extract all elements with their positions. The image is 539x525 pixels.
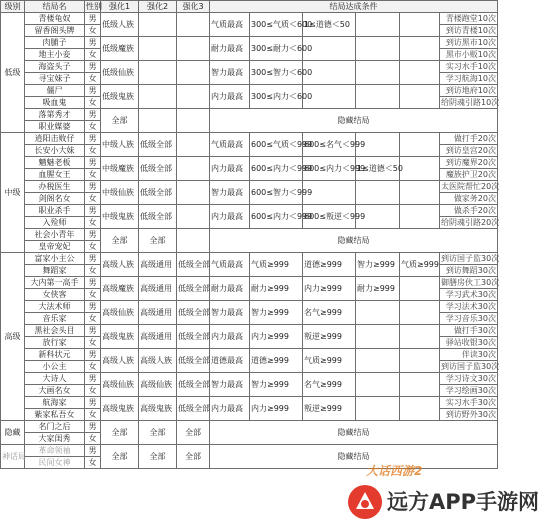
requirement: 青楼跑堂10次 [440,13,498,25]
hidden-ending-label: 隐藏结局 [210,421,498,445]
group-hidden: 隐藏 [1,421,25,445]
boost1: 高级仙族 [101,373,139,397]
group-high: 高级 [1,253,25,421]
boost2: 低级全部 [139,133,177,157]
gender: 男 [85,37,101,49]
table-cell [177,109,210,133]
cond-primary: 道德最高 [210,349,250,373]
ending-name: 血腥女王 [25,169,85,181]
table-row [1,13,498,25]
boost-all: 全部 [139,445,177,469]
gender: 男 [85,181,101,193]
table-cell [356,61,400,85]
cond-2: 600≤内力＜999 [250,157,303,181]
gender: 女 [85,73,101,85]
header-gender: 性别 [86,2,102,11]
header-row [1,1,498,13]
cond-2: 内力≥999 [250,397,303,421]
boost-all: 全部 [101,421,139,445]
cond-4: 1≤道德＜50 [356,157,400,181]
site-watermark-text: 远方APP手游网 [387,490,539,514]
cond-3: 名气≥999 [303,301,356,325]
cond-4 [356,325,400,349]
requirement: 给阴魂引路20次 [441,218,500,227]
cond-5 [400,325,440,349]
ending-name: 民间女神 [25,457,85,469]
table-cell [139,13,177,37]
ending-name: 大家闺秀 [25,433,85,445]
gender: 女 [85,361,101,373]
boost1: 低级鬼族 [101,85,139,109]
boost1: 低级仙族 [101,61,139,85]
cond-2: 600≤内力＜999 [250,205,303,229]
boost-all: 全部 [177,421,210,445]
table-cell [400,13,440,37]
header-conditions: 结局达成条件 [210,1,498,13]
boost2: 低级全部 [139,205,177,229]
gender: 女 [85,25,101,37]
requirement: 学习法术30次 [440,301,498,313]
requirement: 伴读30次 [440,349,498,361]
cond-2: 气质≥999 [250,253,303,277]
cond-primary: 内力最高 [210,205,250,229]
cond-2: 耐力≥999 [250,277,303,301]
cond-primary: 耐力最高 [210,37,250,61]
gender: 男 [85,301,101,313]
requirement: 到访魔界20次 [440,157,498,169]
boost3: 低级全部 [177,301,210,325]
ending-name: 大内第一高手 [25,277,85,289]
gender: 男 [85,157,101,169]
gender: 男 [85,373,101,385]
table-cell [400,85,440,109]
cond-2: 300≤内力＜600 [250,85,303,109]
cond-3: 600≤名气＜999 [303,133,356,157]
requirement: 给阴魂引路10次 [441,98,500,107]
cond-primary: 内力最高 [210,157,250,181]
header-boost1: 强化1 [101,1,139,13]
cond-2: 600≤智力＜999 [250,181,303,205]
table-row [1,157,498,169]
table-cell [400,157,440,181]
header-boost2: 强化2 [139,1,177,13]
table-row [1,397,498,409]
ending-name: 地主小妾 [25,49,85,61]
boost1: 中级魔族 [101,157,139,181]
ending-name: 小公主 [25,361,85,373]
cond-3: 600≤内力＜999 [303,157,356,181]
gender: 男 [85,205,101,217]
table-row [1,85,498,97]
ending-name: 音乐家 [25,313,85,325]
cond-3: 道德≥999 [303,253,356,277]
ending-name: 吸血鬼 [25,97,85,109]
table-cell [356,13,400,37]
boost1: 高级人族 [101,349,139,373]
table-cell [177,229,210,253]
table-cell [400,61,440,85]
requirement: 到访国子监30次 [441,254,500,263]
ending-name: 青楼龟奴 [25,13,85,25]
boost1: 高级鬼族 [101,325,139,349]
site-watermark [345,478,539,525]
ending-name: 放行家 [25,337,85,349]
gender: 男 [85,85,101,97]
requirement: 黑市小贩10次 [440,49,498,61]
boost-all: 全部 [101,445,139,469]
requirement: 到访皇宫20次 [440,145,498,157]
cond-3: 气质≥999 [303,349,356,373]
ending-name: 剑阁名女 [25,193,85,205]
table-cell [139,37,177,61]
boost1: 高级魔族 [101,277,139,301]
group-low: 低级 [1,13,25,133]
cond-primary: 气质最高 [210,133,250,157]
cond-4: 智力≥999 [356,253,400,277]
requirement: 到访国子监30次 [441,362,500,371]
boost1: 高级鬼族 [101,397,139,421]
cond-5 [400,397,440,421]
boost2: 高级通用 [139,325,177,349]
header-boost3: 强化3 [177,1,210,13]
ending-name: 社会小青年 [25,229,85,241]
cond-primary: 气质最高 [210,253,250,277]
requirement: 到访野外30次 [440,409,498,421]
requirement: 太医院帮忙20次 [441,182,500,191]
table-cell [400,133,440,157]
gender: 女 [85,433,101,445]
ending-name: 大诗人 [25,373,85,385]
requirement: 到访青楼10次 [440,25,498,37]
table-cell [356,85,400,109]
table-row [1,349,498,361]
table-row [1,421,498,433]
boost1: 高级仙族 [101,301,139,325]
table-row [1,109,498,121]
requirement: 实习水手10次 [440,61,498,73]
cond-2: 300≤耐力＜600 [250,37,303,61]
requirement: 做家务20次 [440,193,498,205]
table-cell [177,85,210,109]
ending-name: 魑魅老板 [25,157,85,169]
cond-4 [356,301,400,325]
table-row [1,277,498,289]
table-cell [177,61,210,85]
boost2: 高级人族 [139,349,177,373]
requirement: 学习武术30次 [440,289,498,301]
gender: 女 [85,169,101,181]
boost2: 高级仙族 [139,373,177,397]
ending-name: 舞蹈家 [25,265,85,277]
cond-primary: 内力最高 [210,85,250,109]
gender: 男 [85,253,101,265]
ending-name: 海盗头子 [25,61,85,73]
table-cell [177,181,210,205]
cond-2: 600≤气质＜999 [250,133,303,157]
cond-2: 智力≥999 [250,373,303,397]
table-row [1,61,498,73]
gender: 女 [85,145,101,157]
ending-name: 革命领袖 [25,445,85,457]
gender: 男 [85,133,101,145]
table-row [1,253,498,265]
boost1: 中级鬼族 [101,205,139,229]
cond-3: 1≤道德＜50 [303,13,356,37]
requirement: 学习航海10次 [440,73,498,85]
cond-3: 内力≥999 [303,277,356,301]
cond-4 [356,397,400,421]
requirement: 做杀手20次 [440,205,498,217]
ending-name: 留香阁头牌 [25,25,85,37]
boost3: 低级全部 [177,397,210,421]
table-cell [400,205,440,229]
gender: 女 [85,193,101,205]
boost3: 低级全部 [177,349,210,373]
gender: 女 [85,385,101,397]
requirement: 学习音乐30次 [440,313,498,325]
cond-5 [400,277,440,301]
cond-primary: 智力最高 [210,301,250,325]
ending-name: 富家小主公 [25,253,85,265]
ending-name: 名门之后 [25,421,85,433]
boost2: 高级通用 [139,277,177,301]
gender: 男 [85,13,101,25]
boost1: 低级人族 [101,13,139,37]
table-cell [177,205,210,229]
cond-2: 智力≥999 [250,301,303,325]
table-row [1,229,498,241]
gender: 女 [85,217,101,229]
gender: 女 [85,241,101,253]
hidden-ending-label: 隐藏结局 [210,229,498,253]
gender: 男 [85,229,101,241]
gender: 女 [85,289,101,301]
boost-all: 全部 [139,421,177,445]
gender: 男 [85,109,101,121]
requirement: 到访黑市10次 [440,37,498,49]
cond-2: 内力≥999 [250,325,303,349]
gender: 男 [85,445,101,457]
requirement: 学习诗文30次 [440,373,498,385]
table-row [1,325,498,337]
cond-2: 300≤智力＜600 [250,61,303,85]
table-cell [177,13,210,37]
ending-name: 航海家 [25,397,85,409]
cond-4 [356,373,400,397]
cond-2: 300≤气质＜600 [250,13,303,37]
requirement: 魔族护卫20次 [440,169,498,181]
header-level: 级别 [1,1,25,13]
header-ending-name: 结局名 [25,1,85,13]
table-row [1,445,498,457]
ending-name: 新科状元 [25,349,85,361]
ending-name: 逍阳击败仔 [25,133,85,145]
gender: 女 [85,265,101,277]
cond-5 [400,349,440,373]
table-cell [177,37,210,61]
requirement: 学习绘画30次 [440,385,498,397]
boost-all: 全部 [101,109,139,133]
table-cell [139,109,177,133]
game-watermark: 大话西游2 [366,464,423,478]
boost3: 低级全部 [177,325,210,349]
cond-2: 道德≥999 [250,349,303,373]
cond-4: 耐力≥999 [356,277,400,301]
gender: 女 [85,49,101,61]
gender: 女 [85,97,101,109]
cond-5 [400,373,440,397]
boost1: 低级魔族 [101,37,139,61]
boost2: 高级通用 [139,253,177,277]
ending-name: 黑社会头目 [25,325,85,337]
boost2: 低级全部 [139,181,177,205]
cond-3: 600≤叛逆＜999 [303,205,356,229]
gender: 男 [85,349,101,361]
table-cell [177,157,210,181]
cond-3: 名气≥999 [303,373,356,397]
boost-all: 全部 [101,229,139,253]
cond-primary: 智力最高 [210,61,250,85]
ending-name: 女侠客 [25,289,85,301]
table-row [1,373,498,385]
table-cell [177,133,210,157]
cond-5 [400,301,440,325]
boost-all: 全部 [177,445,210,469]
ending-name: 入殓师 [25,217,85,229]
cond-primary: 内力最高 [210,397,250,421]
boost3: 低级全部 [177,373,210,397]
gender: 女 [85,313,101,325]
ending-name: 肉脯子 [25,37,85,49]
table-cell [139,61,177,85]
gender: 男 [85,421,101,433]
cond-3: 叛逆≥999 [303,397,356,421]
ending-name: 皇帝宠妃 [25,241,85,253]
requirement: 到访舞蹈30次 [440,265,498,277]
ending-name: 职业杀手 [25,205,85,217]
site-logo-icon [347,484,383,520]
boost1: 中级人族 [101,133,139,157]
cond-primary: 智力最高 [210,181,250,205]
hidden-ending-label: 隐藏结局 [210,109,498,133]
cond-primary: 智力最高 [210,373,250,397]
gender: 男 [85,277,101,289]
gender: 男 [85,61,101,73]
table-cell [400,37,440,61]
boost2: 低级全部 [139,157,177,181]
requirement: 做打手20次 [440,133,498,145]
requirement: 御膳房伙工30次 [441,278,500,287]
cond-4 [356,181,400,205]
gender: 女 [85,121,101,133]
cond-5: 气质≥999 [400,253,440,277]
boost1: 中级仙族 [101,181,139,205]
table-cell [400,181,440,205]
cond-primary: 内力最高 [210,325,250,349]
ending-name: 大画名女 [25,385,85,397]
cond-4 [356,349,400,373]
ending-name: 落第秀才 [25,109,85,121]
boost2: 高级通用 [139,301,177,325]
gender: 女 [85,409,101,421]
ending-name: 办税医生 [25,181,85,193]
ending-name: 大法术师 [25,301,85,313]
table-row [1,205,498,217]
ending-name: 僵尸 [25,85,85,97]
boost-all: 全部 [139,229,177,253]
cond-primary: 耐力最高 [210,277,250,301]
ending-name: 职业媒婆 [25,121,85,133]
gender: 男 [85,325,101,337]
table-cell [356,37,400,61]
table-row [1,37,498,49]
requirement: 到访地府10次 [440,85,498,97]
cond-3: 叛逆≥999 [303,325,356,349]
requirement: 驿站收银30次 [440,337,498,349]
gender: 女 [85,337,101,349]
group-hidden-2: 神话局 [1,445,25,469]
cond-primary: 气质最高 [210,13,250,37]
table-row [1,301,498,313]
gender: 男 [85,397,101,409]
ending-name: 紫家私吾女 [25,409,85,421]
requirement: 做打手30次 [440,325,498,337]
group-mid: 中级 [1,133,25,253]
boost3: 低级全部 [177,253,210,277]
gender: 女 [85,457,101,469]
ending-name: 寻宝妹子 [25,73,85,85]
boost3: 低级全部 [177,277,210,301]
hidden-ending-label: 隐藏结局 [210,445,498,469]
ending-name: 长安小大妹 [25,145,85,157]
boost2: 高级鬼族 [139,397,177,421]
table-row [1,133,498,145]
table-cell [139,85,177,109]
requirement: 实习水手30次 [440,397,498,409]
table-row [1,181,498,193]
boost1: 高级人族 [101,253,139,277]
